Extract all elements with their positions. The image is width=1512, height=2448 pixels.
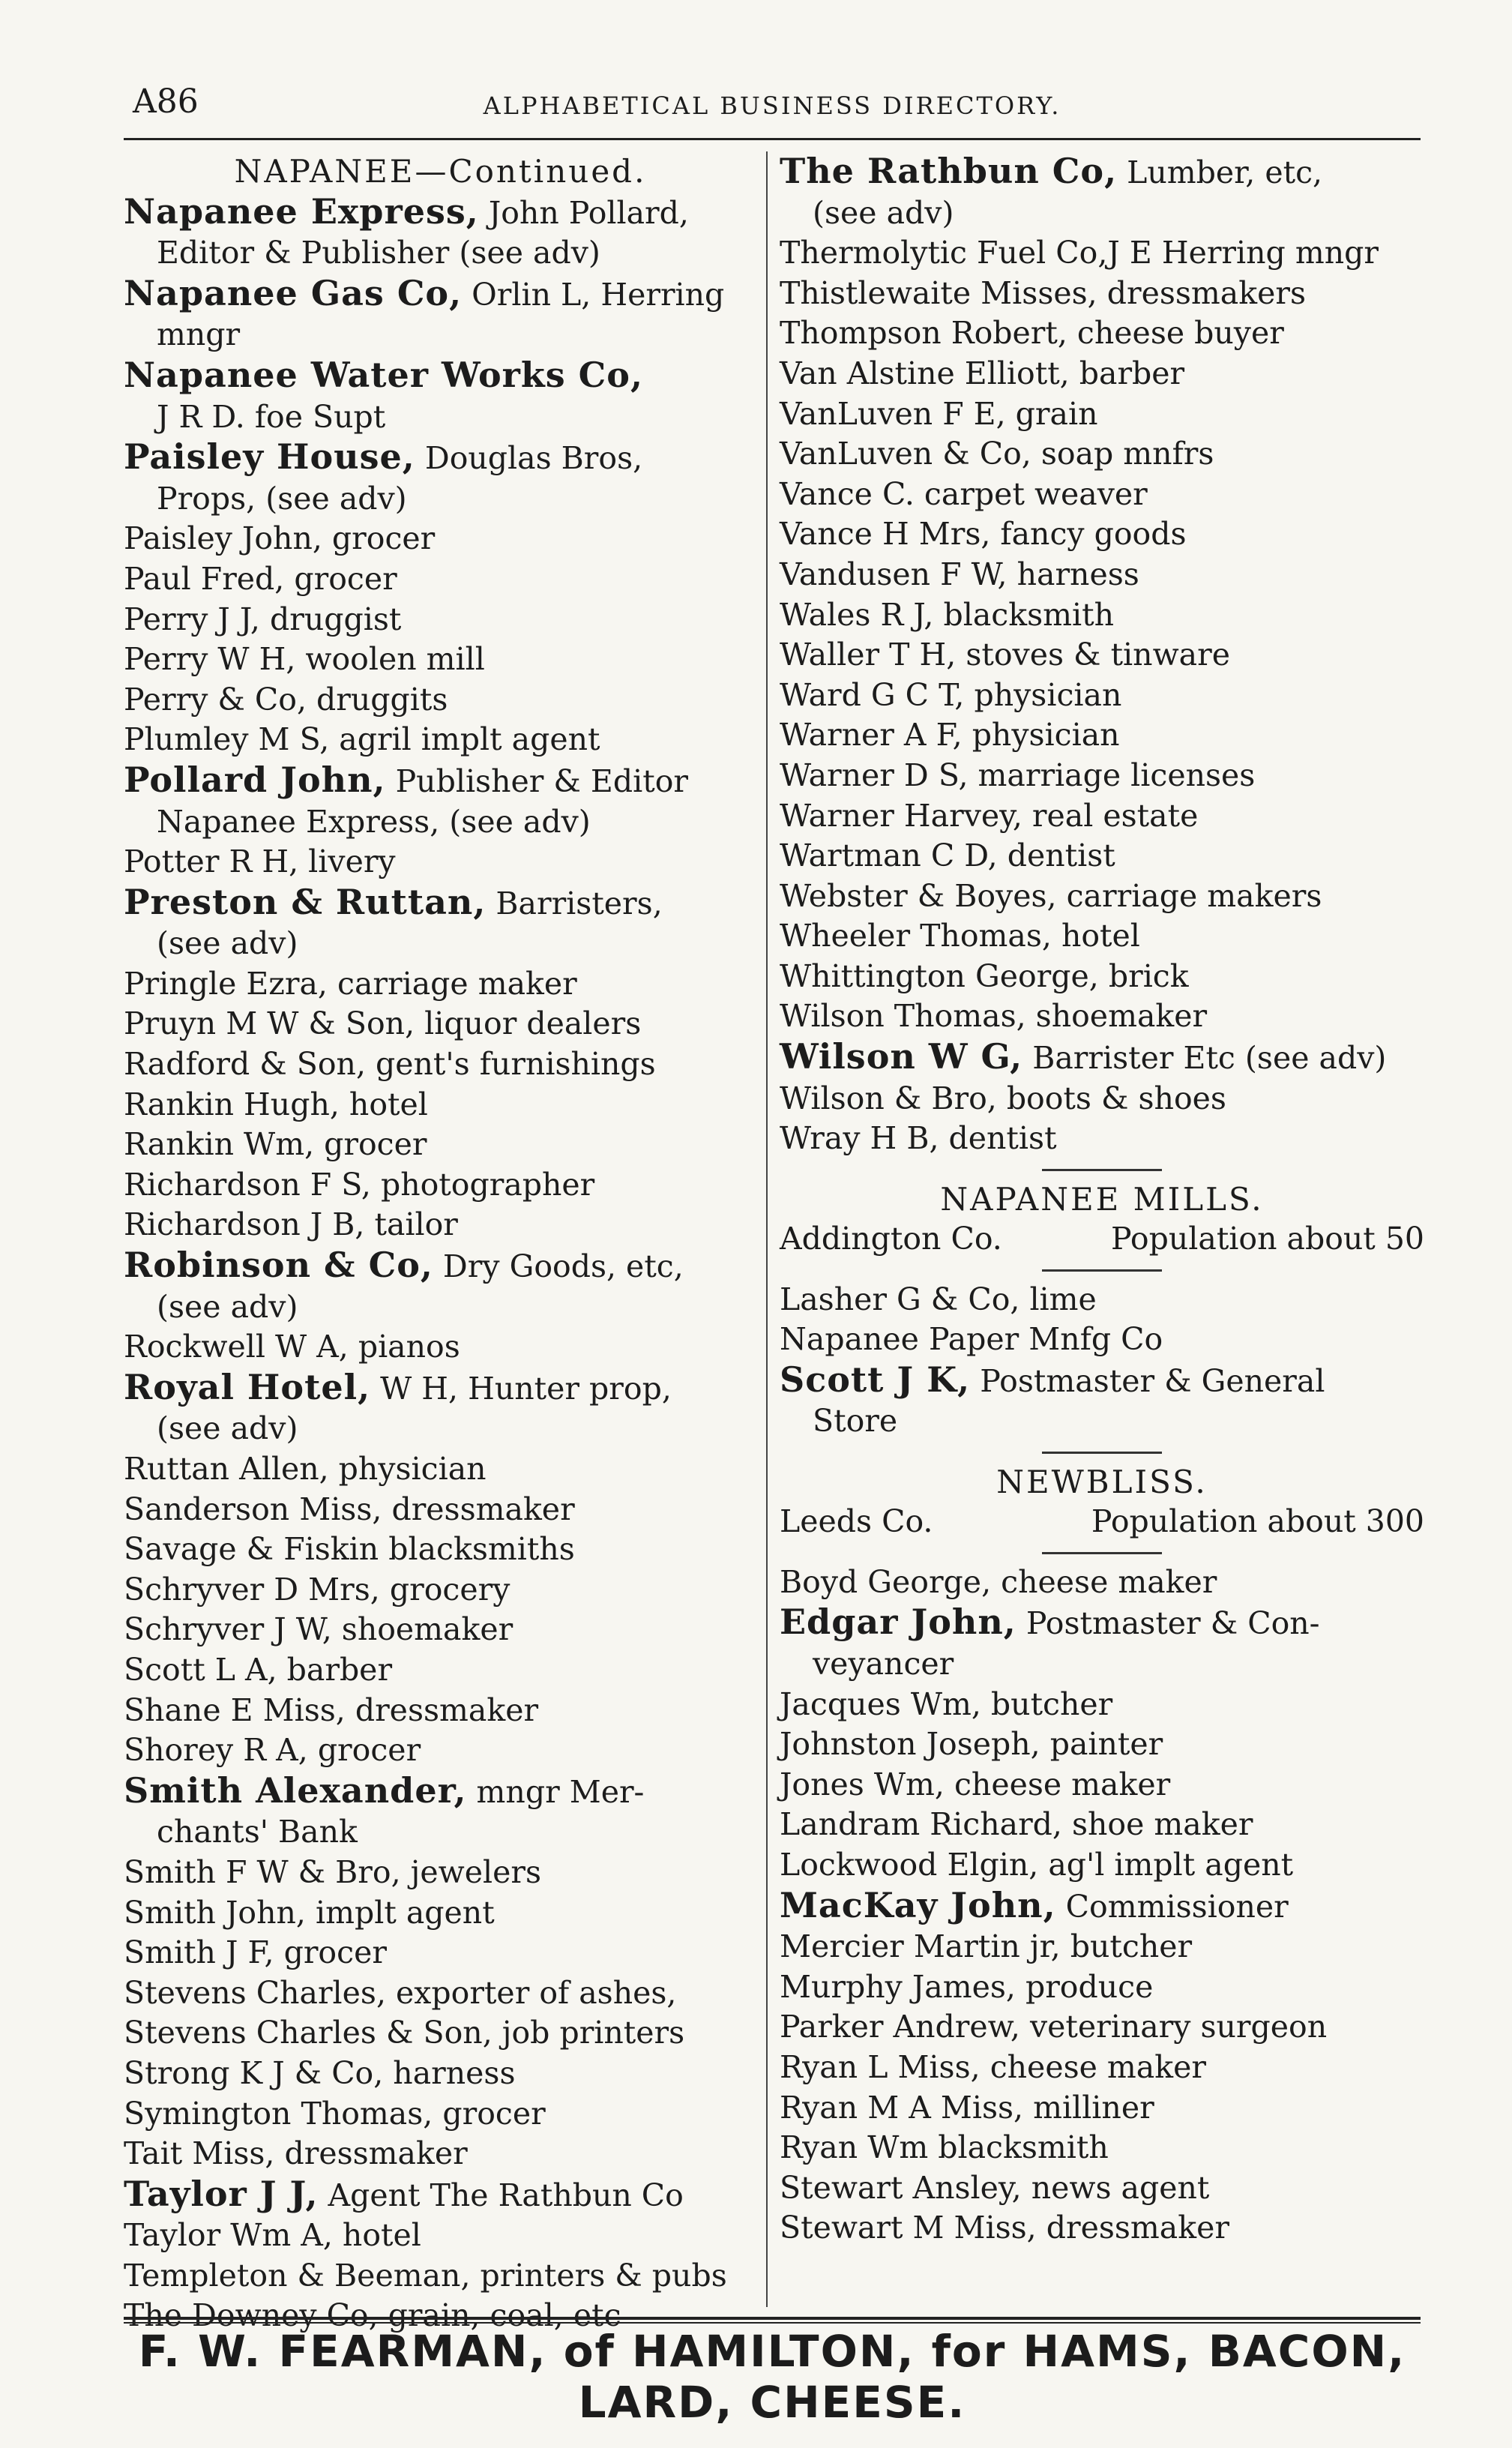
directory-entry <box>780 1119 1424 1159</box>
entry-name: Stevens Charles & Son, job printers <box>124 2015 685 2051</box>
directory-entry <box>780 2088 1424 2129</box>
directory-entry-featured <box>780 1360 1424 1402</box>
right-entries-list <box>780 151 1424 1159</box>
entry-name: Perry J J, druggist <box>124 601 402 637</box>
directory-entry <box>780 876 1424 917</box>
section-rule <box>780 1542 1424 1563</box>
directory-entry-continuation: veyancer <box>813 1645 954 1682</box>
directory-entry <box>780 1685 1424 1725</box>
entry-detail: Agent The Rathbun Co <box>318 2177 684 2213</box>
entry-name: Smith John, implt agent <box>124 1894 495 1931</box>
directory-entry-continuation: (see adv) <box>157 1288 298 1325</box>
entry-detail: Lumber, etc, <box>1117 154 1323 190</box>
page-number: A86 <box>133 82 199 121</box>
directory-entry-continuation: Store <box>813 1403 898 1440</box>
directory-entry <box>124 1570 757 1611</box>
directory-entry <box>780 595 1424 636</box>
directory-entry <box>124 1730 757 1771</box>
directory-entry <box>124 600 757 640</box>
entry-detail: Postmaster & General <box>970 1362 1325 1399</box>
directory-entry <box>780 836 1424 876</box>
entry-name: VanLuven & Co, soap mnfrs <box>780 436 1214 472</box>
directory-entry <box>780 1724 1424 1765</box>
directory-entry <box>780 1320 1424 1360</box>
entry-name: Ward G C T, physician <box>780 676 1122 713</box>
entry-name: Potter R H, livery <box>124 843 396 880</box>
entry-name: Shane E Miss, dressmaker <box>124 1691 539 1728</box>
entry-name: Jones Wm, cheese maker <box>780 1766 1171 1802</box>
entry-name: Mercier Martin jr, butcher <box>780 1928 1193 1965</box>
directory-entry-featured <box>124 192 757 234</box>
entry-name: Plumley M S, agril implt agent <box>124 721 600 758</box>
entry-name: Jacques Wm, butcher <box>780 1685 1113 1722</box>
directory-entry <box>124 1205 757 1245</box>
entry-name: Thompson Robert, cheese buyer <box>780 315 1284 352</box>
county-population-line <box>780 1219 1424 1260</box>
newbliss-entries <box>780 1563 1424 2249</box>
entry-name: Taylor Wm A, hotel <box>124 2217 421 2254</box>
directory-entry <box>124 1650 757 1691</box>
entry-name: Landram Richard, shoe maker <box>780 1806 1253 1843</box>
entry-name: Royal Hotel, <box>124 1366 371 1407</box>
entry-name: Paisley House, <box>124 436 415 478</box>
entry-name: Napanee Paper Mnfg Co <box>780 1321 1163 1358</box>
entry-name: Rankin Wm, grocer <box>124 1126 427 1163</box>
directory-entry <box>124 964 757 1005</box>
directory-entry <box>124 559 757 600</box>
entry-name: Vance H Mrs, fancy goods <box>780 516 1187 553</box>
entry-name: Warner D S, marriage licenses <box>780 757 1256 793</box>
section-rule <box>780 1442 1424 1462</box>
entry-name: Sanderson Miss, dressmaker <box>124 1491 575 1527</box>
directory-entry <box>780 434 1424 475</box>
entry-name: Lasher G & Co, lime <box>780 1281 1097 1317</box>
entry-name: The Downey Co, grain, coal, etc <box>124 2297 621 2334</box>
directory-entry-continuation: chants' Bank <box>157 1814 358 1850</box>
directory-entry <box>124 1610 757 1650</box>
directory-entry-continuation: Napanee Express, (see adv) <box>157 803 591 840</box>
entry-name: Vance C. carpet weaver <box>780 475 1148 512</box>
county-label: Leeds Co. <box>780 1503 933 1540</box>
entry-name: Rankin Hugh, hotel <box>124 1086 428 1122</box>
entry-name: Napanee Water Works Co, <box>124 354 643 395</box>
directory-entry <box>124 720 757 760</box>
directory-entry <box>780 2208 1424 2249</box>
entry-name: Wheeler Thomas, hotel <box>780 918 1140 954</box>
directory-entry <box>124 1125 757 1165</box>
napanee-mills-entries <box>780 1280 1424 1442</box>
entry-name: Vandusen F W, harness <box>780 556 1139 592</box>
section-rule <box>780 1260 1424 1280</box>
directory-entry <box>124 1004 757 1044</box>
directory-entry <box>124 1530 757 1570</box>
entry-name: Smith J F, grocer <box>124 1934 387 1971</box>
entry-name: Strong K J & Co, harness <box>124 2054 516 2091</box>
entry-name: Tait Miss, dressmaker <box>124 2135 468 2172</box>
entry-name: Murphy James, produce <box>780 1968 1154 2005</box>
entry-name: Napanee Gas Co, <box>124 272 463 313</box>
directory-entry-featured <box>124 882 757 924</box>
population-label: Population about 50 <box>1111 1221 1424 1257</box>
directory-entry <box>780 1845 1424 1886</box>
directory-entry <box>780 1563 1424 1603</box>
directory-entry <box>124 1165 757 1206</box>
entry-name: Preston & Ruttan, <box>124 881 487 922</box>
entry-name: Webster & Boyes, carriage makers <box>780 877 1322 914</box>
directory-entry <box>780 796 1424 837</box>
entry-name: VanLuven F E, grain <box>780 395 1098 432</box>
entry-name: Pringle Ezra, carriage maker <box>124 965 577 1002</box>
entry-name: Templeton & Beeman, printers & pubs <box>124 2257 727 2294</box>
directory-entry <box>780 394 1424 435</box>
directory-entry <box>124 1490 757 1530</box>
entry-name: Paul Fred, grocer <box>124 560 397 597</box>
entry-detail: Douglas Bros, <box>415 440 643 477</box>
directory-entry <box>124 1449 757 1490</box>
directory-entry-continuation: (see adv) <box>157 1410 298 1447</box>
directory-entry <box>780 354 1424 394</box>
directory-entry <box>780 676 1424 716</box>
directory-entry <box>780 916 1424 957</box>
entry-name: Radford & Son, gent's furnishings <box>124 1046 656 1083</box>
entry-name: Wilson Thomas, shoemaker <box>780 998 1208 1035</box>
directory-entry <box>124 2134 757 2174</box>
entry-name: Ryan Wm blacksmith <box>780 2129 1109 2166</box>
directory-entry <box>124 519 757 559</box>
entry-name: Scott J K, <box>780 1359 971 1400</box>
directory-entry-featured <box>124 1368 757 1410</box>
entry-name: Smith F W & Bro, jewelers <box>124 1853 542 1890</box>
directory-entry <box>780 635 1424 676</box>
directory-entry <box>780 2128 1424 2168</box>
directory-entry-continuation: mngr <box>157 316 241 353</box>
directory-entry <box>124 842 757 882</box>
entry-name: The Rathbun Co, <box>780 151 1118 191</box>
directory-entry <box>780 274 1424 314</box>
directory-entry <box>780 233 1424 274</box>
directory-entry-featured <box>124 1771 757 1813</box>
directory-entry <box>780 715 1424 756</box>
entry-name: Boyd George, cheese maker <box>780 1563 1217 1600</box>
entry-detail: mngr Mer- <box>466 1773 645 1810</box>
directory-entry <box>124 1893 757 1934</box>
directory-entry <box>124 1933 757 1973</box>
entry-name: Schryver D Mrs, grocery <box>124 1571 510 1608</box>
population-label: Population about 300 <box>1091 1503 1424 1540</box>
directory-entry <box>124 680 757 721</box>
left-column <box>124 151 757 2336</box>
directory-entry-featured <box>124 1245 757 1287</box>
directory-entry <box>124 2094 757 2135</box>
section-rule <box>780 1159 1424 1179</box>
directory-entry <box>780 2048 1424 2088</box>
directory-entry <box>124 640 757 680</box>
entry-name: Wartman C D, dentist <box>780 837 1115 874</box>
entry-detail: Barristers, <box>486 885 663 921</box>
entry-name: Savage & Fiskin blacksmiths <box>124 1531 575 1568</box>
entry-name: Wales R J, blacksmith <box>780 596 1114 633</box>
entry-name: Stewart M Miss, dressmaker <box>780 2210 1229 2246</box>
directory-entry <box>780 1280 1424 1320</box>
directory-entry <box>780 1765 1424 1805</box>
directory-entry <box>780 1927 1424 1967</box>
directory-entry <box>780 756 1424 796</box>
entry-name: Robinson & Co, <box>124 1245 433 1286</box>
directory-entry-featured <box>780 151 1424 193</box>
entry-detail: Commissioner <box>1055 1888 1289 1925</box>
directory-entry <box>780 514 1424 555</box>
county-label: Addington Co. <box>780 1221 1002 1257</box>
entry-name: Wilson & Bro, boots & shoes <box>780 1080 1226 1116</box>
page-header <box>124 78 1421 140</box>
running-head: ALPHABETICAL BUSINESS DIRECTORY. <box>483 91 1061 120</box>
entry-name: Richardson F S, photographer <box>124 1166 595 1203</box>
entry-name: Stewart Ansley, news agent <box>780 2169 1210 2206</box>
entry-name: Pollard John, <box>124 759 386 800</box>
entry-name: Parker Andrew, veterinary surgeon <box>780 2009 1328 2045</box>
entry-name: Pruyn M W & Son, liquor dealers <box>124 1005 642 1042</box>
directory-entry-continuation: (see adv) <box>157 925 298 962</box>
directory-entry-featured <box>780 1886 1424 1928</box>
directory-entry <box>124 2256 757 2297</box>
entry-name: Wray H B, dentist <box>780 1120 1057 1157</box>
directory-entry <box>124 1973 757 2014</box>
directory-entry <box>780 1805 1424 1845</box>
entry-name: Scott L A, barber <box>124 1651 393 1688</box>
directory-entry <box>124 1327 757 1368</box>
section-title-napanee-continued: NAPANEE—Continued. <box>234 153 647 190</box>
directory-entry-featured <box>124 760 757 802</box>
entry-name: Richardson J B, tailor <box>124 1206 458 1243</box>
left-entries-list <box>124 192 757 2336</box>
entry-detail: Orlin L, Herring <box>462 276 725 313</box>
directory-entry-continuation: J R D. foe Supt <box>157 398 386 435</box>
entry-name: Warner A F, physician <box>780 717 1120 754</box>
entry-name: Wilson W G, <box>780 1036 1023 1077</box>
directory-entry-featured <box>124 2174 757 2216</box>
footer-rule <box>124 2322 1421 2324</box>
directory-entry <box>124 1085 757 1125</box>
directory-entry <box>780 475 1424 515</box>
directory-entry-featured <box>780 1602 1424 1644</box>
entry-name: Warner Harvey, real estate <box>780 797 1199 834</box>
directory-entry <box>780 1079 1424 1119</box>
footer-rule <box>124 2317 1421 2320</box>
directory-entry <box>780 2007 1424 2048</box>
entry-name: Schryver J W, shoemaker <box>124 1611 513 1648</box>
entry-name: Johnston Joseph, painter <box>780 1726 1163 1763</box>
directory-entry <box>124 1044 757 1085</box>
directory-entry <box>124 2013 757 2054</box>
right-column <box>780 151 1424 2249</box>
entry-detail: Dry Goods, etc, <box>433 1248 684 1285</box>
directory-entry <box>780 313 1424 354</box>
entry-name: Van Alstine Elliott, barber <box>780 355 1185 391</box>
entry-detail: Postmaster & Con- <box>1016 1605 1320 1642</box>
entry-name: Waller T H, stoves & tinware <box>780 637 1230 673</box>
entry-name: Thistlewaite Misses, dressmakers <box>780 274 1306 311</box>
directory-entry <box>124 2054 757 2094</box>
entry-name: Ruttan Allen, physician <box>124 1451 487 1487</box>
entry-name: Edgar John, <box>780 1602 1016 1643</box>
directory-entry <box>780 1967 1424 2008</box>
entry-name: Perry W H, woolen mill <box>124 641 485 678</box>
entry-name: Shorey R A, grocer <box>124 1732 421 1769</box>
entry-name: Taylor J J, <box>124 2173 319 2214</box>
entry-name: Perry & Co, druggits <box>124 681 448 718</box>
directory-entry <box>124 1853 757 1893</box>
directory-entry-featured <box>124 355 757 397</box>
footer-advertisement: F. W. FEARMAN, of HAMILTON, for HAMS, BACON, LARD, CHEESE. <box>138 2326 1406 2428</box>
entry-detail: John Pollard, <box>478 194 689 231</box>
directory-entry <box>780 957 1424 997</box>
section-title-newbliss: NEWBLISS. <box>996 1463 1208 1500</box>
directory-entry <box>124 1691 757 1731</box>
entry-name: Smith Alexander, <box>124 1769 467 1811</box>
section-title-napanee-mills: NAPANEE MILLS. <box>940 1180 1264 1218</box>
entry-name: Whittington George, brick <box>780 957 1189 994</box>
directory-entry-featured <box>124 274 757 316</box>
entry-name: Stevens Charles, exporter of ashes, <box>124 1974 677 2011</box>
directory-entry-continuation: Props, (see adv) <box>157 480 407 517</box>
entry-name: Symington Thomas, grocer <box>124 2095 546 2132</box>
directory-entry-featured <box>124 437 757 479</box>
entry-detail: Publisher & Editor <box>385 763 688 799</box>
directory-entry <box>780 555 1424 595</box>
entry-name: Ryan M A Miss, milliner <box>780 2089 1154 2126</box>
directory-entry-continuation: Editor & Publisher (see adv) <box>157 235 600 271</box>
county-population-line <box>780 1502 1424 1542</box>
entry-name: Rockwell W A, pianos <box>124 1329 460 1365</box>
entry-detail: Barrister Etc (see adv) <box>1022 1040 1387 1077</box>
entry-name: Napanee Express, <box>124 190 479 232</box>
entry-name: Paisley John, grocer <box>124 520 436 557</box>
directory-entry <box>124 2216 757 2256</box>
entry-name: MacKay John, <box>780 1884 1056 1925</box>
entry-detail: W H, Hunter prop, <box>370 1370 672 1407</box>
entry-name: Lockwood Elgin, ag'l implt agent <box>780 1846 1294 1883</box>
directory-entry <box>780 996 1424 1037</box>
directory-entry-featured <box>780 1037 1424 1079</box>
entry-name: Thermolytic Fuel Co,J E Herring mngr <box>780 235 1379 271</box>
entry-name: Ryan L Miss, cheese maker <box>780 2048 1206 2085</box>
directory-entry-continuation: (see adv) <box>813 194 954 231</box>
directory-entry <box>780 2168 1424 2209</box>
column-divider <box>766 151 768 2307</box>
